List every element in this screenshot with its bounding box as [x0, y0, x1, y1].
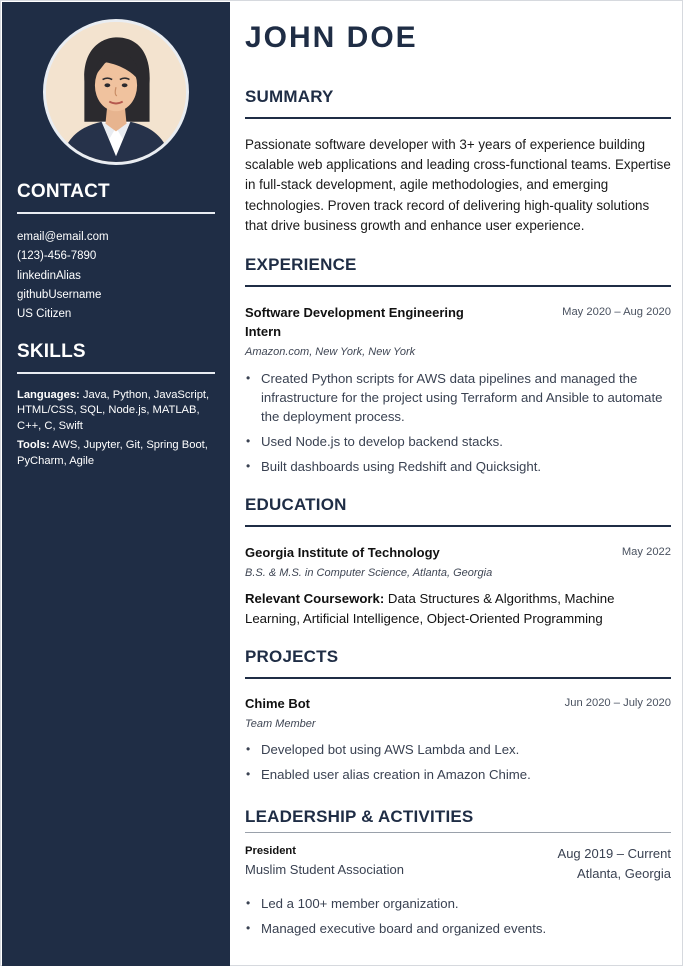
leadership-heading: LEADERSHIP & ACTIVITIES [245, 807, 474, 826]
skills-languages-value: Java, Python, JavaScript, HTML/CSS, SQL, Node.js, MATLAB, C++, C, Swift [17, 389, 210, 432]
profile-portrait-icon [46, 22, 186, 162]
education-coursework [245, 589, 671, 628]
summary-divider [245, 117, 671, 119]
leadership-role: President [245, 845, 296, 857]
experience-title: Software Development Engineering Intern [245, 305, 464, 339]
skills-tools [17, 438, 222, 469]
skills-languages-label: Languages: [17, 389, 80, 401]
skills-languages [17, 388, 222, 434]
summary-text: Passionate software developer with 3+ years of experience building scalable web applications and leading cross-functional teams. Expertise in full-stack development, agile methodologies, and emerging technologies. Proven track record of delivering high-quality solutions that drive business growth and enhance user experience. [245, 137, 671, 233]
education-degree: B.S. & M.S. in Computer Science, Atlanta, Georgia [245, 567, 493, 579]
list-item: • Led a 100+ member organization. [245, 894, 671, 913]
experience-heading: EXPERIENCE [245, 255, 357, 274]
sidebar [2, 2, 230, 966]
contact-phone[interactable]: (123)-456-7890 [17, 250, 97, 263]
project-date: Jun 2020 – July 2020 [564, 697, 671, 709]
education-date: May 2022 [621, 546, 671, 558]
experience-company: Amazon.com, New York, New York [245, 346, 416, 358]
leadership-location: Atlanta, Georgia [577, 866, 671, 881]
projects-heading: PROJECTS [245, 647, 339, 666]
summary-heading: SUMMARY [245, 87, 334, 106]
list-item: • Created Python scripts for AWS data pipelines and managed the infrastructure for the project using Terraform and Ansible to automate the deployment process. [245, 369, 671, 426]
contact-github[interactable]: githubUsername [17, 288, 102, 301]
skills-block [17, 388, 222, 473]
project-bullets [245, 740, 671, 790]
project-title: Chime Bot [245, 696, 310, 711]
skills-tools-value: AWS, Jupyter, Git, Spring Boot, PyCharm, Agile [17, 439, 208, 467]
leadership-bullets [245, 894, 671, 944]
coursework-label: Relevant Coursework: [245, 591, 385, 606]
contact-email[interactable]: email@email.com [17, 231, 109, 243]
education-divider [245, 525, 671, 527]
education-school: Georgia Institute of Technology [245, 545, 440, 560]
leadership-org: Muslim Student Association [245, 862, 404, 877]
leadership-date: Aug 2019 – Current [557, 846, 671, 861]
contact-citizenship: US Citizen [17, 308, 72, 321]
skills-divider [17, 372, 215, 374]
list-item: • Used Node.js to develop backend stacks. [245, 432, 671, 451]
list-item: • Built dashboards using Redshift and Quicksight. [245, 457, 671, 476]
coursework-value: Data Structures & Algorithms, Machine Learning, Artificial Intelligence, Object-Oriented Programming [245, 591, 615, 626]
skills-tools-label: Tools: [17, 439, 50, 452]
contact-linkedin[interactable]: linkedinAlias [17, 269, 81, 282]
page-title: JOHN DOE [245, 21, 418, 54]
list-item: • Enabled user alias creation in Amazon Chime. [245, 765, 671, 784]
skills-heading: SKILLS [17, 341, 86, 362]
contact-divider [17, 212, 215, 214]
list-item: • Developed bot using AWS Lambda and Lex. [245, 740, 671, 759]
list-item: • Managed executive board and organized events. [245, 919, 671, 938]
leadership-divider [245, 832, 671, 833]
project-role: Team Member [245, 718, 316, 730]
experience-divider [245, 285, 671, 287]
education-heading: EDUCATION [245, 495, 347, 514]
projects-divider [245, 677, 671, 679]
contact-heading: CONTACT [17, 181, 110, 202]
contact-list [17, 228, 109, 324]
avatar [43, 19, 189, 165]
experience-bullets [245, 369, 671, 482]
experience-date: May 2020 – Aug 2020 [562, 306, 671, 318]
